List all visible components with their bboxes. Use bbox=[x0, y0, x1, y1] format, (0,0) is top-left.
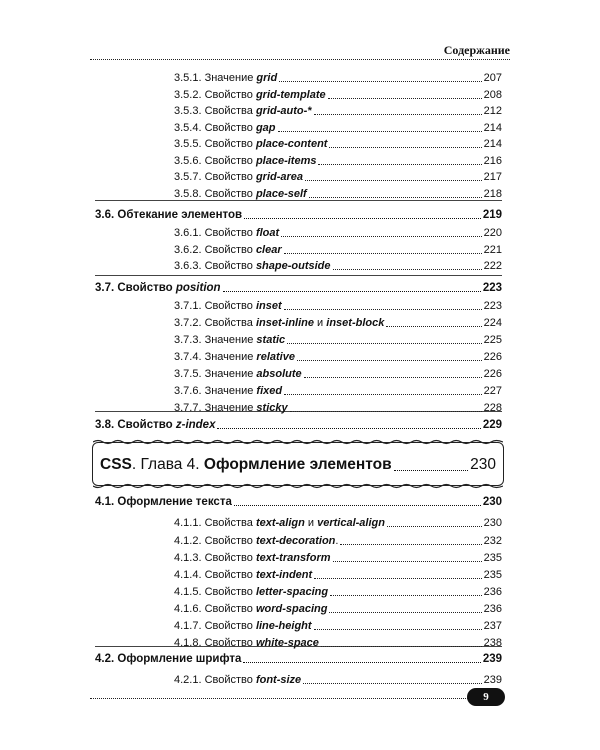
toc-subsection-entry[interactable] bbox=[174, 516, 502, 530]
entry-prefix: 4.2. Оформление шрифта bbox=[95, 653, 242, 665]
entry-page-number: 217 bbox=[483, 171, 502, 183]
toc-subsection-entry[interactable] bbox=[174, 602, 502, 616]
toc-subsection-entry[interactable] bbox=[174, 384, 502, 398]
leader-dots bbox=[330, 595, 482, 596]
entry-prefix: 4.1. Оформление текста bbox=[95, 496, 232, 508]
entry-prefix: 4.1.6. Свойство bbox=[174, 603, 256, 615]
toc-subsection-entry[interactable] bbox=[174, 673, 502, 687]
entry-title bbox=[95, 652, 241, 666]
toc-subsection-entry[interactable] bbox=[174, 401, 502, 415]
entry-page-number: 239 bbox=[482, 653, 502, 665]
css-term: sticky bbox=[256, 402, 288, 414]
css-term: inset-inline bbox=[255, 317, 314, 329]
entry-page-number: 207 bbox=[483, 72, 502, 84]
entry-page-number: 230 bbox=[483, 517, 502, 529]
entry-page-number: 216 bbox=[483, 155, 502, 167]
entry-title bbox=[174, 333, 285, 347]
entry-title bbox=[174, 636, 319, 650]
entry-prefix: 4.1.2. Свойство bbox=[174, 535, 256, 547]
toc-subsection-entry[interactable] bbox=[174, 187, 502, 201]
entry-prefix: 4.1.5. Свойство bbox=[174, 586, 256, 598]
css-term: grid-template bbox=[255, 89, 326, 101]
toc-subsection-entry[interactable] bbox=[174, 226, 502, 240]
entry-page-number: 238 bbox=[483, 637, 502, 649]
css-term: inset bbox=[255, 300, 282, 312]
leader-dots bbox=[309, 197, 482, 198]
entry-title bbox=[174, 367, 302, 381]
css-term: letter-spacing bbox=[255, 586, 329, 598]
entry-title bbox=[174, 170, 303, 184]
entry-title bbox=[174, 602, 327, 616]
entry-prefix: 3.7.5. Значение bbox=[174, 368, 257, 380]
leader-dots bbox=[279, 81, 481, 82]
entry-page-number: 236 bbox=[483, 603, 502, 615]
entry-prefix: 4.1.3. Свойство bbox=[174, 552, 256, 564]
entry-page-number: 220 bbox=[483, 227, 502, 239]
entry-prefix: 4.1.7. Свойство bbox=[174, 620, 256, 632]
entry-title bbox=[174, 259, 331, 273]
entry-title bbox=[174, 154, 316, 168]
leader-dots bbox=[318, 164, 481, 165]
leader-dots bbox=[321, 646, 482, 647]
entry-page-number: 235 bbox=[483, 552, 502, 564]
toc-section-entry[interactable] bbox=[95, 652, 502, 666]
section-separator bbox=[95, 275, 502, 276]
leader-dots bbox=[297, 360, 482, 361]
leader-dots bbox=[234, 505, 481, 506]
entry-prefix: 3.7. Свойство bbox=[95, 282, 176, 294]
entry-prefix: 4.2.1. Свойство bbox=[174, 674, 256, 686]
entry-page-number: 232 bbox=[483, 535, 502, 547]
leader-dots bbox=[243, 662, 480, 663]
entry-prefix: 3.7.2. Свойства bbox=[174, 317, 256, 329]
toc-subsection-entry[interactable] bbox=[174, 154, 502, 168]
toc-subsection-entry[interactable] bbox=[174, 333, 502, 347]
entry-suffix: и bbox=[314, 317, 327, 329]
entry-page-number: 221 bbox=[483, 244, 502, 256]
css-term: grid bbox=[256, 72, 278, 84]
css-term: text-decoration bbox=[255, 535, 336, 547]
css-term: grid-auto-* bbox=[255, 105, 312, 117]
css-term: vertical-align bbox=[317, 517, 385, 529]
leader-dots bbox=[394, 470, 468, 471]
css-term: word-spacing bbox=[255, 603, 328, 615]
entry-prefix: 3.5.1. Значение bbox=[174, 72, 257, 84]
page-footer bbox=[90, 688, 510, 708]
leader-dots bbox=[278, 131, 482, 132]
leader-dots bbox=[304, 377, 482, 378]
entry-title bbox=[174, 316, 384, 330]
entry-prefix: 3.6.3. Свойство bbox=[174, 260, 256, 272]
chapter-heading-box bbox=[92, 442, 504, 486]
toc-section-entry[interactable] bbox=[95, 418, 502, 432]
css-term: place-content bbox=[255, 138, 328, 150]
entry-page-number: 229 bbox=[482, 419, 502, 431]
css-term: shape-outside bbox=[255, 260, 331, 272]
entry-page-number: 225 bbox=[483, 334, 502, 346]
entry-page-number: 223 bbox=[483, 300, 502, 312]
entry-title bbox=[174, 121, 276, 135]
css-term: inset-block bbox=[326, 317, 385, 329]
leader-dots bbox=[328, 98, 482, 99]
leader-dots bbox=[340, 544, 481, 545]
leader-dots bbox=[290, 411, 482, 412]
entry-suffix: и bbox=[304, 517, 318, 529]
entry-title bbox=[95, 495, 232, 509]
toc-section-entry[interactable] bbox=[95, 495, 502, 509]
entry-page-number: 239 bbox=[483, 674, 502, 686]
entry-title bbox=[174, 299, 282, 313]
leader-dots bbox=[287, 343, 481, 344]
entry-title bbox=[174, 187, 307, 201]
entry-prefix: 3.6.2. Свойство bbox=[174, 244, 256, 256]
leader-dots bbox=[284, 394, 482, 395]
entry-title bbox=[174, 104, 312, 118]
toc-section-entry[interactable] bbox=[95, 281, 502, 295]
entry-page-number: 223 bbox=[482, 282, 502, 294]
leader-dots bbox=[217, 428, 480, 429]
entry-title bbox=[174, 350, 295, 364]
toc-subsection-entry[interactable] bbox=[174, 88, 502, 102]
toc-subsection-entry[interactable] bbox=[174, 243, 502, 257]
entry-prefix: 3.5.8. Свойство bbox=[174, 188, 256, 200]
entry-prefix: 4.1.8. Свойство bbox=[174, 637, 256, 649]
entry-title bbox=[174, 551, 331, 565]
entry-prefix: 3.5.4. Свойство bbox=[174, 122, 256, 134]
toc-subsection-entry[interactable] bbox=[174, 104, 502, 118]
entry-title bbox=[174, 243, 282, 257]
entry-title bbox=[174, 401, 288, 415]
entry-title bbox=[174, 137, 327, 151]
leader-dots bbox=[387, 526, 482, 527]
entry-prefix: 3.5.7. Свойство bbox=[174, 171, 256, 183]
leader-dots bbox=[329, 147, 481, 148]
entry-page-number: 214 bbox=[483, 122, 502, 134]
entry-title bbox=[174, 619, 312, 633]
entry-page-number: 218 bbox=[483, 188, 502, 200]
wavy-border-top bbox=[93, 439, 503, 445]
entry-page-number: 226 bbox=[483, 368, 502, 380]
chapter-number: Глава 4. bbox=[140, 456, 200, 473]
css-term: text-align bbox=[255, 517, 305, 529]
entry-title bbox=[174, 568, 312, 582]
entry-page-number: 228 bbox=[483, 402, 502, 414]
entry-prefix: 3.7.1. Свойство bbox=[174, 300, 256, 312]
chapter-entry[interactable] bbox=[100, 455, 496, 475]
leader-dots bbox=[314, 629, 482, 630]
leader-dots bbox=[333, 269, 482, 270]
toc-section-entry[interactable] bbox=[95, 208, 502, 222]
entry-title bbox=[95, 208, 242, 222]
chapter-title: Оформление элементов bbox=[203, 456, 392, 473]
css-term: font-size bbox=[255, 674, 302, 686]
entry-prefix: 3.7.6. Значение bbox=[174, 385, 257, 397]
css-term: white-space bbox=[255, 637, 319, 649]
css-term: float bbox=[255, 227, 280, 239]
toc-subsection-entry[interactable] bbox=[174, 299, 502, 313]
entry-suffix: . bbox=[335, 535, 339, 547]
leader-dots bbox=[305, 180, 482, 181]
entry-prefix: 4.1.4. Свойство bbox=[174, 569, 256, 581]
css-term: place-self bbox=[255, 188, 307, 200]
leader-dots bbox=[314, 114, 482, 115]
entry-title bbox=[95, 281, 221, 295]
leader-dots bbox=[281, 236, 481, 237]
entry-page-number: 222 bbox=[483, 260, 502, 272]
toc-subsection-entry[interactable] bbox=[174, 585, 502, 599]
toc-subsection-entry[interactable] bbox=[174, 137, 502, 151]
toc-subsection-entry[interactable] bbox=[174, 636, 502, 650]
entry-prefix: 3.6.1. Свойство bbox=[174, 227, 256, 239]
entry-title bbox=[174, 226, 279, 240]
leader-dots bbox=[386, 326, 481, 327]
chapter-css-dot: . bbox=[131, 456, 137, 473]
entry-prefix: 3.7.7. Значение bbox=[174, 402, 257, 414]
entry-page-number: 208 bbox=[483, 89, 502, 101]
entry-title bbox=[174, 534, 338, 548]
entry-page-number: 235 bbox=[483, 569, 502, 581]
leader-dots bbox=[244, 218, 481, 219]
entry-page-number: 219 bbox=[482, 209, 502, 221]
leader-dots bbox=[284, 309, 482, 310]
css-term: z-index bbox=[175, 419, 216, 431]
css-term: grid-area bbox=[255, 171, 304, 183]
leader-dots bbox=[333, 561, 482, 562]
entry-prefix: 3.6. Обтекание элементов bbox=[95, 209, 243, 221]
entry-title bbox=[174, 585, 328, 599]
toc-subsection-entry[interactable] bbox=[174, 350, 502, 364]
entry-prefix: 3.5.2. Свойство bbox=[174, 89, 256, 101]
entry-title bbox=[174, 88, 326, 102]
entry-prefix: 3.8. Свойство bbox=[95, 419, 176, 431]
entry-prefix: 4.1.1. Свойства bbox=[174, 517, 256, 529]
entry-page-number: 212 bbox=[483, 105, 502, 117]
css-term: text-transform bbox=[255, 552, 331, 564]
footer-dotted-rule bbox=[90, 698, 470, 699]
wavy-border-bottom bbox=[93, 483, 503, 489]
entry-page-number: 230 bbox=[482, 496, 502, 508]
css-term: place-items bbox=[255, 155, 317, 167]
entry-prefix: 3.5.5. Свойство bbox=[174, 138, 256, 150]
entry-page-number: 227 bbox=[483, 385, 502, 397]
entry-page-number: 224 bbox=[483, 317, 502, 329]
leader-dots bbox=[223, 291, 481, 292]
entry-prefix: 3.7.3. Значение bbox=[174, 334, 257, 346]
toc-subsection-entry[interactable] bbox=[174, 619, 502, 633]
page-number-badge: 9 bbox=[467, 688, 505, 706]
toc-subsection-entry[interactable] bbox=[174, 551, 502, 565]
entry-prefix: 3.5.6. Свойство bbox=[174, 155, 256, 167]
running-title: Содержание bbox=[443, 43, 510, 57]
entry-title bbox=[174, 516, 385, 530]
entry-page-number: 214 bbox=[483, 138, 502, 150]
entry-page-number: 237 bbox=[483, 620, 502, 632]
toc-subsection-entry[interactable] bbox=[174, 170, 502, 184]
toc-subsection-entry[interactable] bbox=[174, 534, 502, 548]
entry-page-number: 236 bbox=[483, 586, 502, 598]
css-term: text-indent bbox=[255, 569, 313, 581]
css-term: static bbox=[256, 334, 286, 346]
entry-title bbox=[174, 673, 301, 687]
leader-dots bbox=[303, 683, 481, 684]
css-term: line-height bbox=[255, 620, 312, 632]
toc-subsection-entry[interactable] bbox=[174, 367, 502, 381]
chapter-page: 230 bbox=[470, 456, 496, 473]
css-term: position bbox=[175, 282, 221, 294]
entry-prefix: 3.7.4. Значение bbox=[174, 351, 257, 363]
chapter-css-label: CSS bbox=[100, 456, 132, 473]
entry-title bbox=[174, 71, 277, 85]
css-term: absolute bbox=[256, 368, 302, 380]
toc-subsection-entry[interactable] bbox=[174, 568, 502, 582]
entry-title bbox=[95, 418, 215, 432]
leader-dots bbox=[329, 612, 481, 613]
css-term: gap bbox=[255, 122, 276, 134]
leader-dots bbox=[314, 578, 481, 579]
toc-subsection-entry[interactable] bbox=[174, 71, 502, 85]
entry-page-number: 226 bbox=[483, 351, 502, 363]
css-term: fixed bbox=[256, 385, 283, 397]
entry-title bbox=[174, 384, 282, 398]
toc-subsection-entry[interactable] bbox=[174, 121, 502, 135]
toc-subsection-entry[interactable] bbox=[174, 316, 502, 330]
leader-dots bbox=[284, 253, 482, 254]
css-term: relative bbox=[256, 351, 295, 363]
toc-subsection-entry[interactable] bbox=[174, 259, 502, 273]
css-term: clear bbox=[255, 244, 282, 256]
entry-prefix: 3.5.3. Свойства bbox=[174, 105, 256, 117]
